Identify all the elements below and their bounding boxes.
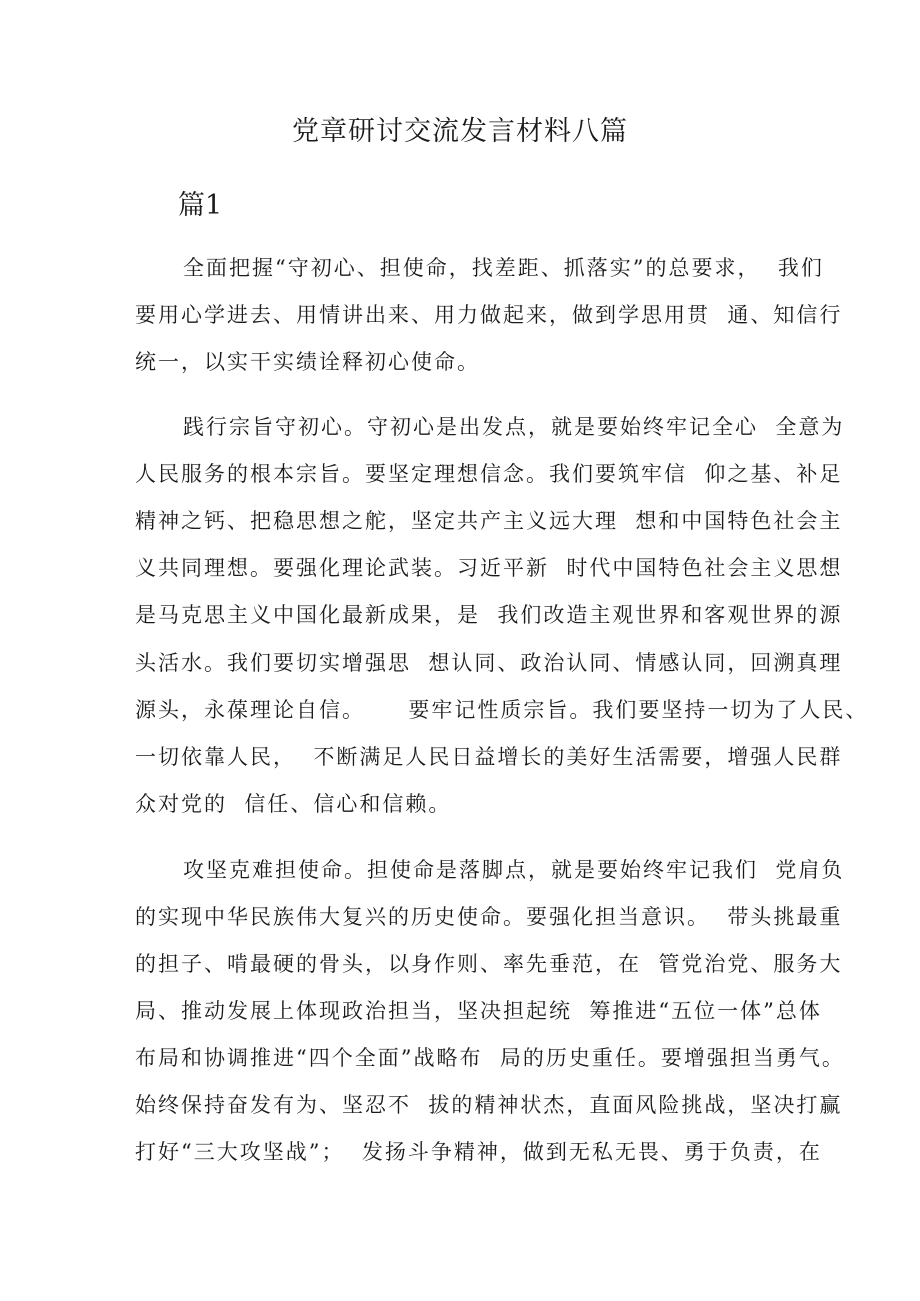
document-title: 党章研讨交流发言材料八篇 xyxy=(292,116,628,147)
paragraph-line: 攻坚克难担使命。担使命是落脚点，就是要始终牢记我们 党肩负 xyxy=(183,858,845,882)
paragraph-line: 头活水。我们要切实增强思 想认同、政治认同、情感认同，回溯真理 xyxy=(135,651,843,675)
paragraph-line: 布局和协调推进“四个全面”战略布 局的历史重任。要增强担当勇气。 xyxy=(135,1046,845,1070)
paragraph-line: 打好“三大攻坚战”； 发扬斗争精神，做到无私无畏、勇于负责，在 xyxy=(135,1140,822,1164)
paragraph-line: 人民服务的根本宗旨。要坚定理想信念。我们要筑牢信 仰之基、补足 xyxy=(135,462,843,486)
paragraph-line: 的担子、啃最硬的骨头，以身作则、率先垂范，在 管党治党、服务大 xyxy=(135,952,843,976)
paragraph-line: 局、推动发展上体现政治担当，坚决担起统 筹推进“五位一体”总体 xyxy=(135,999,822,1023)
paragraph-line: 全面把握“守初心、担使命，找差距、抓落实”的总要求， 我们 xyxy=(183,256,824,280)
paragraph-line: 源头，永葆理论自信。 要牢记性质宗旨。我们要坚持一切为了人民、 xyxy=(135,698,869,722)
paragraph-line: 众对党的 信任、信心和信赖。 xyxy=(135,792,452,816)
paragraph-line: 是马克思主义中国化最新成果，是 我们改造主观世界和客观世界的源 xyxy=(135,603,843,627)
paragraph-line: 践行宗旨守初心。守初心是出发点，就是要始终牢记全心 全意为 xyxy=(183,415,845,439)
paragraph-line: 义共同理想。要强化理论武装。习近平新 时代中国特色社会主义思想 xyxy=(135,556,843,580)
paragraph-line: 要用心学进去、用情讲出来、用力做起来，做到学思用贯 通、知信行 xyxy=(135,303,843,327)
paragraph-line: 一切依靠人民， 不断满足人民日益增长的美好生活需要，增强人民群 xyxy=(135,745,843,769)
paragraph-line: 始终保持奋发有为、坚忍不 拔的精神状杰，直面风险挑战，坚决打赢 xyxy=(135,1093,843,1117)
paragraph-line: 精神之钙、把稳思想之舵，坚定共产主义远大理 想和中国特色社会主 xyxy=(135,509,843,533)
paragraph-line: 的实现中华民族伟大复兴的历史使命。要强化担当意识。 带头挑最重 xyxy=(135,905,843,929)
section-heading: 篇1 xyxy=(178,190,223,221)
paragraph-line: 统一，以实干实绩诠释初心使命。 xyxy=(135,350,480,374)
